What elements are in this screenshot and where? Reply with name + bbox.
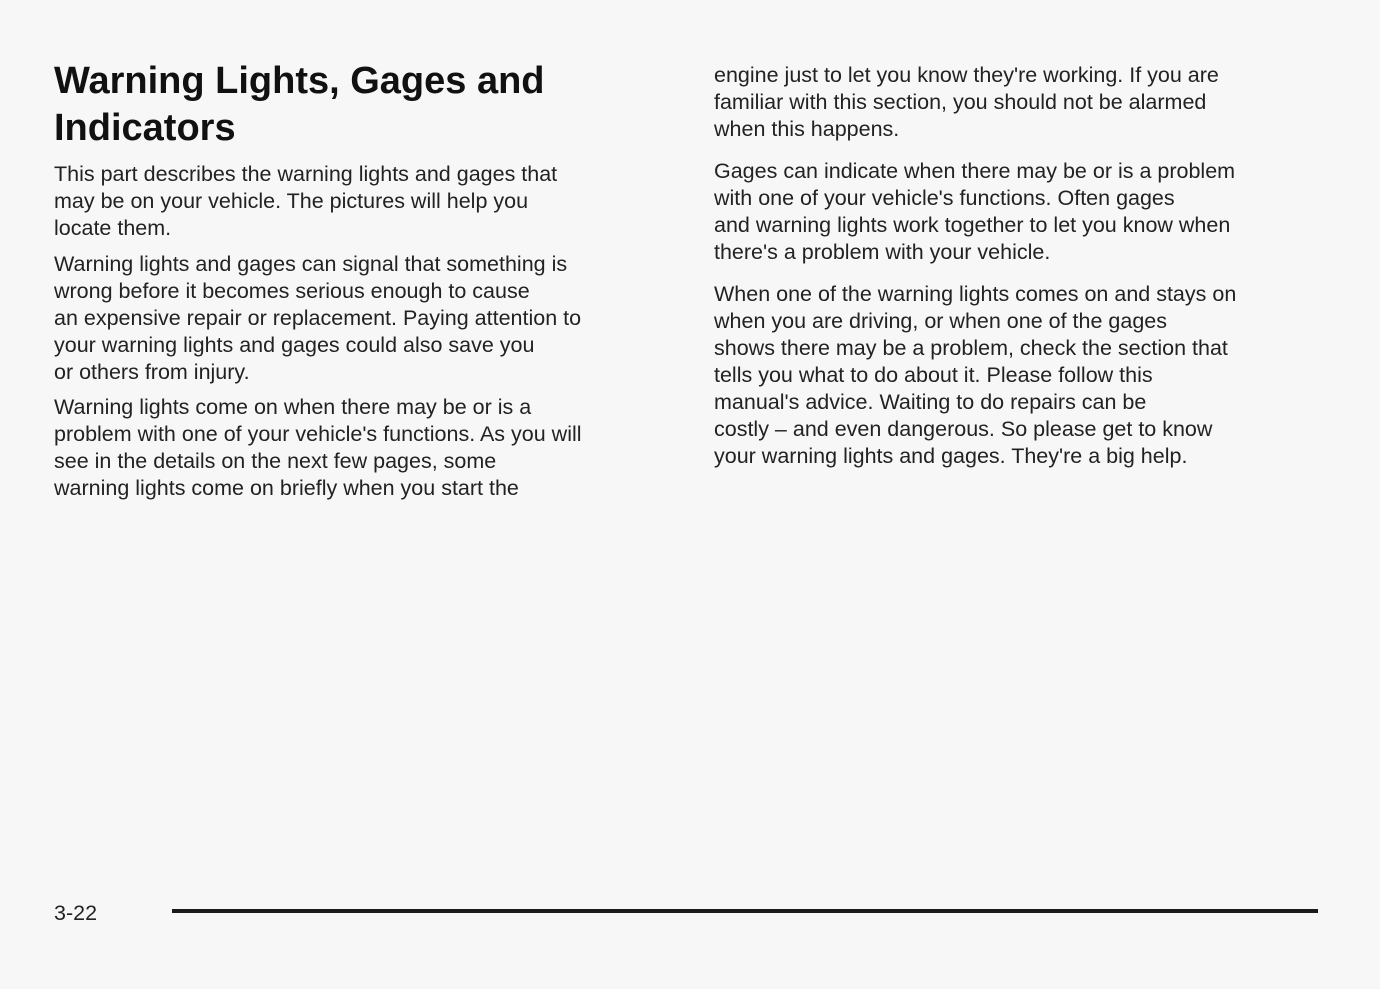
text-line: an expensive repair or replacement. Paying attention to <box>54 306 582 330</box>
paragraph-gages <box>714 158 1235 266</box>
text-line: see in the details on the next few pages, some <box>54 449 497 473</box>
text-line: tells you what to do about it. Please follow this <box>714 363 1153 387</box>
text-line: there's a problem with your vehicle. <box>714 240 1051 264</box>
title-line: Warning Lights, Gages and <box>54 60 545 102</box>
paragraph-warning-lights <box>54 394 582 502</box>
title-line: Indicators <box>54 107 236 149</box>
text-line: or others from injury. <box>54 360 250 384</box>
text-line: when this happens. <box>714 117 900 141</box>
text-line: shows there may be a problem, check the section that <box>714 336 1228 360</box>
text-line: wrong before it becomes serious enough to cause <box>54 279 530 303</box>
text-line: Gages can indicate when there may be or is a problem <box>714 159 1236 183</box>
text-line: warning lights come on briefly when you start the <box>54 476 519 500</box>
text-line: and warning lights work together to let you know when <box>714 213 1231 237</box>
text-line: locate them. <box>54 216 172 240</box>
paragraph-stays-on <box>714 281 1236 470</box>
text-line: your warning lights and gages. They're a big help. <box>714 444 1188 468</box>
text-line: manual's advice. Waiting to do repairs can be <box>714 390 1147 414</box>
paragraph-signal <box>54 251 581 386</box>
text-line: engine just to let you know they're working. If you are <box>714 63 1219 87</box>
paragraph-engine <box>714 62 1219 143</box>
paragraph-intro <box>54 161 557 242</box>
text-line: when you are driving, or when one of the gages <box>714 309 1167 333</box>
text-line: with one of your vehicle's functions. Often gages <box>714 186 1175 210</box>
section-title <box>54 58 545 152</box>
text-line: Warning lights come on when there may be or is a <box>54 395 532 419</box>
text-line: When one of the warning lights comes on and stays on <box>714 282 1237 306</box>
text-line: problem with one of your vehicle's functions. As you will <box>54 422 582 446</box>
page-number: 3-22 <box>54 901 98 925</box>
text-line: may be on your vehicle. The pictures will help you <box>54 189 529 213</box>
text-line: costly – and even dangerous. So please get to know <box>714 417 1213 441</box>
text-line: familiar with this section, you should not be alarmed <box>714 90 1207 114</box>
text-line: Warning lights and gages can signal that something is <box>54 252 568 276</box>
text-line: This part describes the warning lights and gages that <box>54 162 558 186</box>
footer-rule <box>172 909 1318 913</box>
text-line: your warning lights and gages could also save you <box>54 333 535 357</box>
